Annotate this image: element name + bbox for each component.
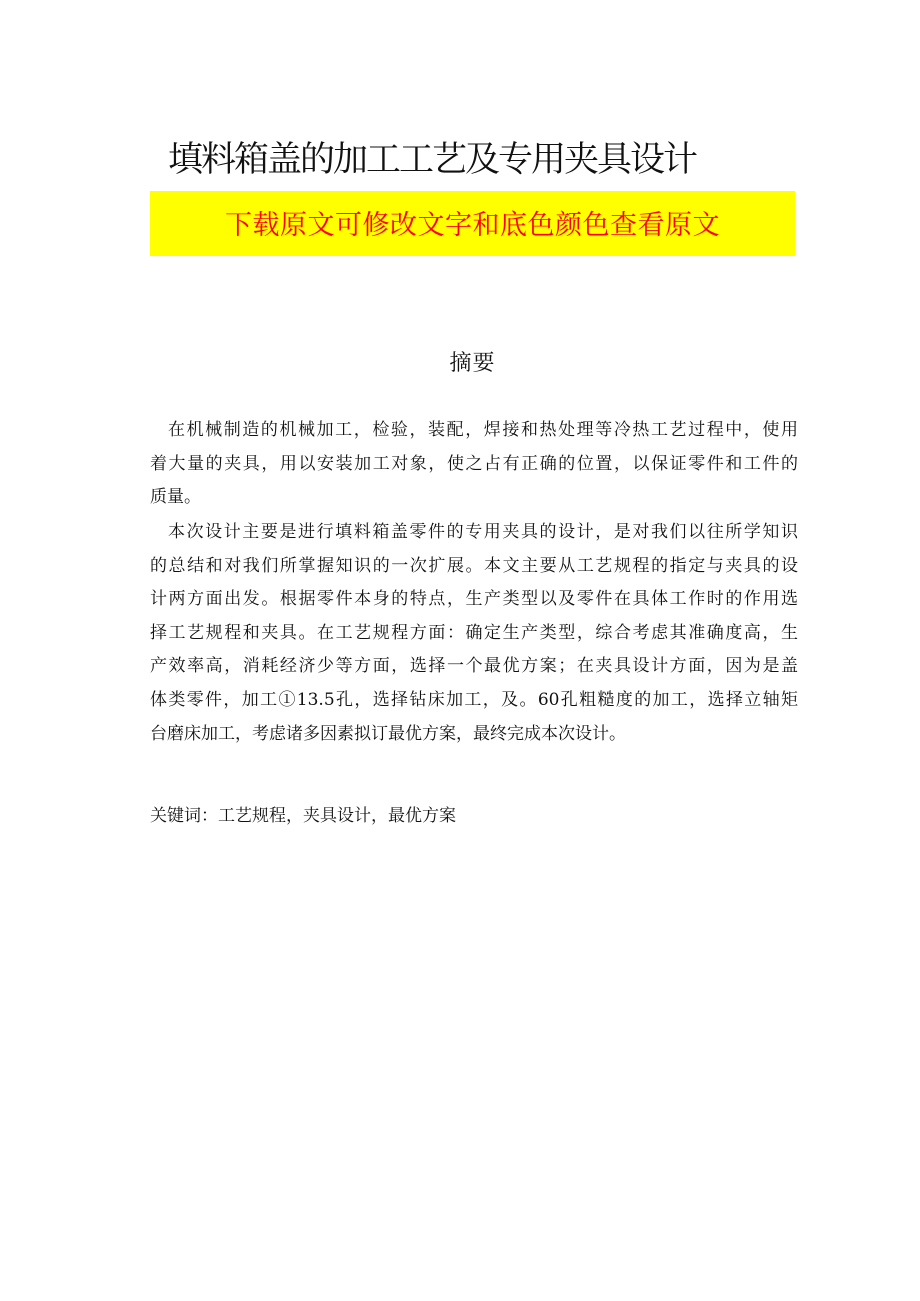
paragraph-line: 质量。 xyxy=(150,487,201,508)
abstract-paragraph-2 xyxy=(150,516,798,751)
paragraph-line: 本次设计主要是进行填料箱盖零件的专用夹具的设计，是对我们以往所学知识 xyxy=(168,522,798,542)
keywords-line: 关键词：工艺规程，夹具设计，最优方案 xyxy=(150,806,456,826)
paragraph-line: 着大量的夹具，用以安装加工对象，使之占有正确的位置，以保证零件和工件的 xyxy=(150,453,798,474)
download-banner[interactable] xyxy=(150,191,795,256)
paragraph-line: 计两方面出发。根据零件本身的特点，生产类型以及零件在具体工作时的作用选 xyxy=(150,589,798,610)
download-banner-text[interactable]: 下载原文可修改文字和底色颜色查看原文 xyxy=(225,210,720,241)
paragraph-line: 体类零件，加工①13.5孔，选择钻床加工，及。60孔粗糙度的加工，选择立轴矩 xyxy=(150,689,798,710)
paragraph-line: 台磨床加工，考虑诸多因素拟订最优方案，最终完成本次设计。 xyxy=(150,723,626,744)
abstract-heading: 摘要 xyxy=(449,351,496,376)
document-title: 填料箱盖的加工工艺及专用夹具设计 xyxy=(168,140,697,180)
abstract-paragraph-1 xyxy=(150,414,798,515)
paragraph-line: 在机械制造的机械加工，检验，装配，焊接和热处理等冷热工艺过程中，使用 xyxy=(168,420,798,440)
paragraph-line: 产效率高，消耗经济少等方面，选择一个最优方案；在夹具设计方面，因为是盖 xyxy=(150,656,798,677)
paragraph-line: 的总结和对我们所掌握知识的一次扩展。本文主要从工艺规程的指定与夹具的设 xyxy=(150,555,798,576)
paragraph-line: 择工艺规程和夹具。在工艺规程方面：确定生产类型，综合考虑其准确度高，生 xyxy=(150,622,798,643)
